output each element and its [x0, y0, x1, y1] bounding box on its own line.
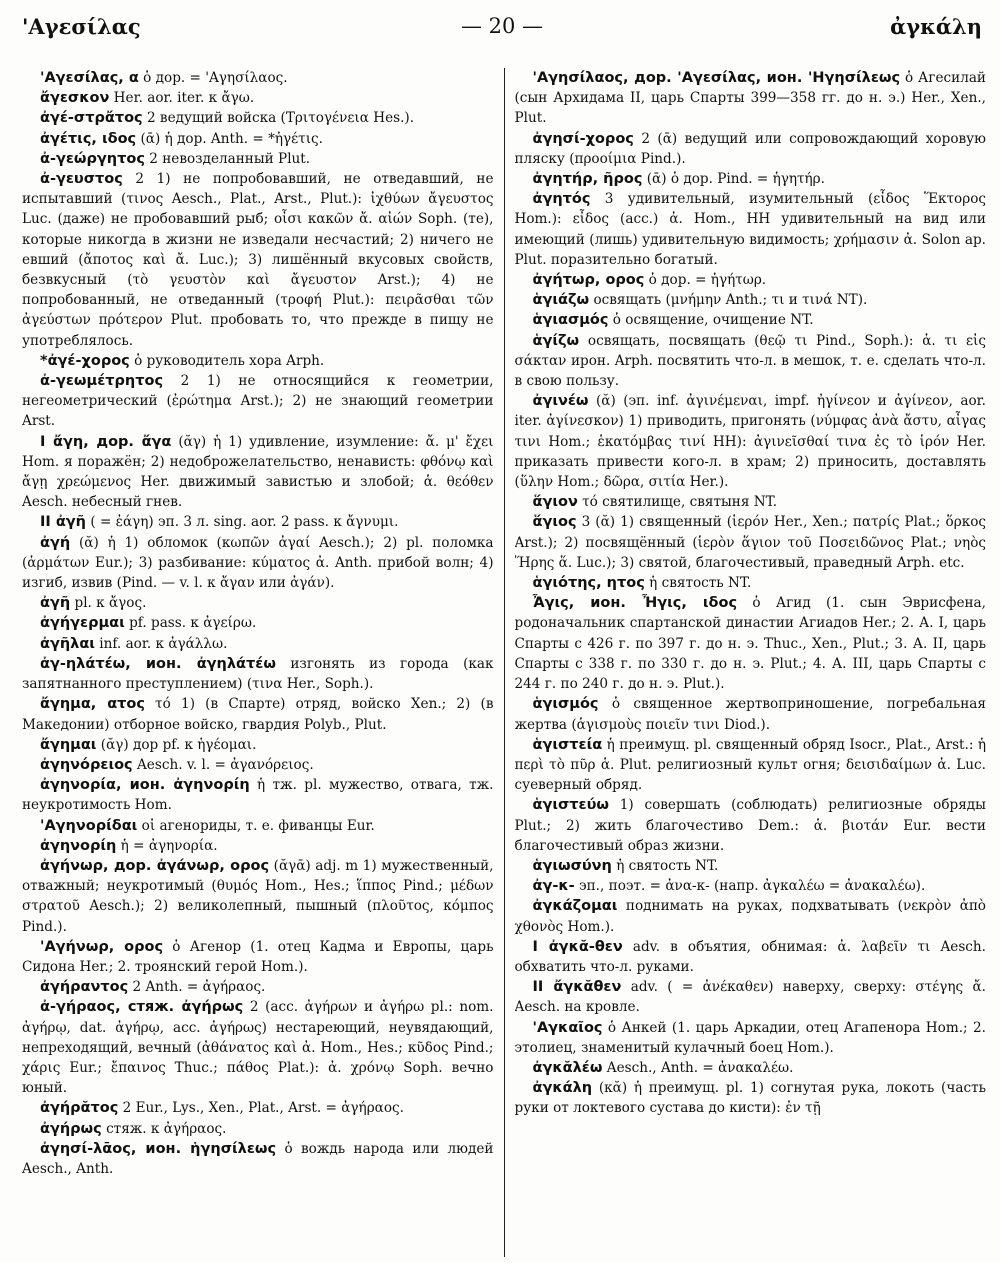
entry-definition: ἡ святость NT.: [644, 575, 752, 592]
entry-headword: ἀ-γήραος, стяж. ἀγήρως: [40, 999, 244, 1016]
entry-headword: ἀγή: [40, 534, 71, 551]
dictionary-entry: [515, 856, 987, 876]
entry-definition: τό святилище, святыня NT.: [577, 494, 778, 511]
entry-headword: I ἀγκᾰ-θεν: [532, 938, 623, 955]
entry-headword: II ἄγκᾰθεν: [532, 979, 622, 996]
entry-headword: ἅγιος: [532, 514, 577, 531]
entry-definition: поднимать на руках, подхватывать (νεκρὸν ἀπὸ χθονὸς Hom.).: [514, 898, 986, 935]
entry-headword: ἀγητός: [532, 191, 591, 208]
dictionary-entry: [22, 775, 494, 815]
dictionary-entry: [515, 129, 987, 169]
entry-definition: ὁ Агид (1. сын Эврисфена, родоначальник спартанской династии Агиадов Her.; 2. А. I, царь Спарты с 426 г. по 397 г. до н. э. Thuc., Xen., Plut.; 3. А. II, царь Спарты с 338 г. по 330 г. до н. э. Plut.; 4. А. III, царь Спарты с 244 г. по 240 г. до н. э. Plut.).: [514, 595, 986, 693]
entry-headword: ἀγέτις, ιδος: [40, 130, 137, 147]
entry-headword: ἀ-γεώργητος: [40, 150, 145, 167]
dictionary-entry: [515, 169, 987, 189]
entry-headword: ἀγινέω: [532, 393, 589, 410]
entry-definition: 3 удивительный, изумительный (εἶδος Ἕκτορος Hom.): εἶδος (acc.) ἀ. Hom., HH удивительный на вид или имеющий (лишь) удивительную видимость; χρήμασιν ἀ. Solon ap. Plut. поразительно богатый.: [514, 191, 986, 268]
entry-headword: ἀγησί-λᾱος, ион. ἡγησίλεως: [40, 1140, 277, 1157]
entry-definition: ὁ вождь народа или людей Aesch., Anth.: [22, 1140, 494, 1177]
entry-headword: ἀγέ-στρἄτος: [40, 110, 143, 127]
dictionary-entry: [515, 735, 987, 796]
entry-headword: 'Αγεσίλας, α: [40, 70, 139, 86]
entry-headword: ἄγημα, ατος: [40, 696, 145, 713]
dictionary-entry: [22, 634, 494, 654]
entry-definition: 2 невозделанный Plut.: [144, 150, 311, 167]
dictionary-entry: [22, 512, 494, 532]
entry-definition: освящать (μνήμην Anth.; τι и τινά NT).: [589, 292, 868, 309]
entry-definition: ἡ = ἀγηνορία.: [116, 837, 218, 854]
header-left-guideword: 'Αγεσίλας: [22, 14, 141, 39]
entry-definition: ὁ освящение, очищение NT.: [608, 312, 814, 329]
entry-definition: Her. aor. iter. к ἄγω.: [109, 90, 255, 107]
entry-definition: 2 Anth. = ἀγήραος.: [128, 979, 266, 996]
dictionary-entry: [22, 977, 494, 997]
entry-definition: 2 Eur., Lys., Xen., Plat., Arst. = ἀγήραος.: [118, 1100, 404, 1117]
entry-headword: ἀγκᾰλέω: [532, 1059, 603, 1076]
dictionary-entry: [515, 310, 987, 330]
dictionary-entry: [22, 149, 494, 169]
dictionary-entry: [22, 1119, 494, 1139]
dictionary-entry: [22, 351, 494, 371]
dictionary-entry: [515, 694, 987, 734]
entry-definition: pl. к ἄγος.: [70, 595, 147, 612]
dictionary-entry: [22, 68, 494, 88]
entry-definition: ὁ дор. = 'Αγησίλαος.: [138, 70, 288, 86]
entry-headword: ἀγηνορίη: [40, 837, 117, 854]
dictionary-entry: [515, 937, 987, 977]
dictionary-entry: [22, 1139, 494, 1179]
dictionary-entry: [515, 593, 987, 694]
entry-definition: 2 1) не попробовавший, не отведавший, не испытавший (τινος Aesch., Plat., Arst., Plut.): ἰχθύων ἄγευστος Luc. (даже) не пробовавший рыб; οἶσι κακῶν ἄ. αἰών Soph. (те), которые никогда в жизни не изведали несчастий; 2) ничего не евший (ἄποτος καὶ ἄ. Luc.); 3) лишённый вкусовых свойств, безвкусный (τὸ γευστὸν καὶ ἄγευστον Arst.); 4) не попробованный, не отведанный (τροφή Plut.): πειρᾶσθαι τῶν ἀγεύστων πρότερον Plut. пробовать то, что прежде в пищу не употреблялось.: [22, 171, 494, 349]
entry-definition: стяж. к ἀγήραος.: [101, 1120, 227, 1137]
page-header: [22, 14, 982, 44]
entry-definition: 2 (acc. ἀγήρων и ἀγήρω pl.: nom. ἀγήρῳ, dat. ἀγήρῳ, acc. ἀγήρως) нестареющий, неувядающий, непреходящий, вечный (ἀθάνατος καὶ ἀ. Hom., Hes.; κῦδος Pind.; χάρις Eur.; ἔπαινος Thuc.; πάθος Plat.): ἀ. χρόνῳ Soph. вечно юный.: [22, 999, 494, 1097]
entry-definition: ἡ тж. pl. мужество, отвага, тж. неукротимость Hom.: [22, 777, 494, 814]
entry-headword: ἀγητήρ, ῆρος: [532, 171, 643, 188]
entry-definition: Aesch. v. l. = ἀγανόρειος.: [132, 756, 314, 773]
dictionary-entry: [515, 1058, 987, 1078]
dictionary-entry: [22, 654, 494, 694]
entry-headword: ἀγκάλη: [532, 1080, 593, 1097]
entry-definition: τό 1) (в Спарте) отряд, войско Xen.; 2) (в Македонии) отборное войско, гвардия Polyb., Plut.: [22, 696, 494, 733]
entry-definition: изгонять из города (как запятнанного преступлением) (τινα Her., Soph.).: [22, 655, 494, 693]
column-divider: [504, 68, 505, 1257]
page-number: — 20 —: [460, 14, 544, 38]
dictionary-entry: [515, 391, 987, 492]
dictionary-entry: [515, 512, 987, 573]
entry-headword: ἀγῆ: [40, 595, 71, 612]
entry-headword: ἀγήρως: [40, 1120, 102, 1137]
entry-headword: ἀγήραντος: [40, 979, 129, 996]
entry-definition: (ᾰγ) ἡ 1) удивление, изумление: ἄ. μ' ἔχει Hom. я поражён; 2) недоброжелательство, ненависть: φθόνῳ καὶ ἄγῃ χρεώμενος Her. движимый завистью и злобой; ἁ. θεόθεν Aesch. небесный гнев.: [22, 433, 494, 511]
dictionary-entry: [515, 492, 987, 512]
entry-headword: I ἄγη, дор. ἄγα: [40, 433, 172, 450]
entry-headword: ἄγεσκον: [40, 90, 110, 107]
entry-headword: ἀγῆλαι: [40, 635, 95, 652]
dictionary-entry: [515, 331, 987, 392]
dictionary-entry: [515, 270, 987, 290]
dictionary-entry: [515, 876, 987, 896]
entry-headword: ἀ-γευστος: [40, 171, 123, 188]
entry-definition: 2 1) не относящийся к геометрии, негеометрический (ἐρώτημα Arst.); 2) не знающий геометрии Arst.: [22, 373, 494, 430]
entry-definition: ὁ Агенор (1. отец Кадма и Европы, царь Сидона Her.; 2. троянский герой Hom.).: [22, 938, 494, 975]
page-columns: [22, 68, 986, 1257]
entry-definition: ὁ руководитель хора Arph.: [129, 352, 325, 369]
entry-headword: ἀγήνωρ, дор. ἀγάνωρ, ορος: [40, 857, 270, 874]
entry-definition: ἡ святость NT.: [611, 857, 719, 874]
dictionary-entry: [515, 896, 987, 936]
dictionary-entry: [22, 694, 494, 734]
dictionary-entry: [22, 937, 494, 977]
entry-definition: adv. в объятия, обнимая: ἀ. λαβεῖν τι Aesch. обхватить что-л. руками.: [514, 938, 986, 975]
entry-headword: ἁγιστεύω: [532, 797, 610, 814]
entry-definition: ὁ Агесилай (сын Архидама II, царь Спарты 399—358 гг. до н. э.) Her., Xen., Plut.: [514, 70, 986, 127]
entry-headword: ἁγιασμός: [532, 312, 609, 329]
entry-definition: эп., поэт. = ἀνα-κ- (напр. ἀγκαλέω = ἀνακαλέω).: [574, 878, 926, 895]
entry-headword: ἀγ-ηλάτέω, ион. ἀγηλάτέω: [40, 655, 276, 672]
entry-headword: ἀγησί-χορος: [532, 130, 634, 147]
entry-headword: ἁγιωσύνη: [532, 857, 612, 874]
dictionary-entry: [22, 371, 494, 432]
entry-definition: ἡ преимущ. pl. священный обряд Isocr., Plat., Arst.: ἡ περὶ τὸ πῦρ ἁ. Plut. религиозный культ огня; δεισιδαίμων ἁ. Luc. суеверный обряд.: [514, 736, 986, 794]
dictionary-entry: [22, 1098, 494, 1118]
entry-definition: 2 ведущий войска (Τριτογένεια Hes.).: [142, 110, 415, 127]
entry-definition: Aesch., Anth. = ἀνακαλέω.: [602, 1059, 794, 1076]
entry-headword: ἁγιότης, ητος: [532, 575, 645, 592]
right-column: [515, 68, 987, 1257]
dictionary-entry: [22, 169, 494, 351]
entry-definition: (ᾰγᾱ) adj. m 1) мужественный, отважный; неукротимый (θυμός Hom., Hes.; ἵππος Pind.; μέδων στρατοῦ Aesch.); 2) великолепный, пышный (πλοῦτος, κόμπος Pind.).: [22, 857, 494, 935]
entry-headword: Ἆγις, ион. Ἦγις, ιδος: [532, 595, 738, 612]
entry-headword: ἁγίζω: [532, 332, 580, 349]
header-right-guideword: ἀγκάλη: [890, 14, 982, 39]
dictionary-entry: [22, 108, 494, 128]
dictionary-entry: [22, 432, 494, 513]
dictionary-entry: [515, 795, 987, 856]
entry-headword: ἁγιάζω: [532, 292, 590, 309]
entry-definition: ὁ дор. = ἡγήτωρ.: [644, 272, 767, 289]
entry-headword: ἁγιστεία: [532, 736, 603, 753]
entry-headword: ἅγιον: [532, 494, 578, 511]
dictionary-entry: [22, 856, 494, 937]
entry-headword: *ἀγέ-χορος: [40, 352, 130, 369]
entry-definition: (ᾰ) (эп. inf. ἀγινέμεναι, impf. ἠγίνεον и ἀγίνεον, aor. iter. ἀγίνεσκον) 1) приводить, пригонять (νύμφας ἀνὰ ἄστυ, αἶγας τινι Hom.; ἑκατόμβας τινί HH): ἀγινεῖσθαί τινα ἐς τὸ ἱρόν Her. приказать привести кого-л. в храм; 2) приносить, доставлять (ὕλην Hom.; δῶρα, σιτία Her.).: [514, 393, 986, 491]
entry-definition: adv. ( = ἀνέκαθεν) наверху, сверху: στέγης ἄ. Aesch. на кровле.: [514, 979, 986, 1016]
entry-headword: ἁγισμός: [532, 696, 599, 713]
entry-definition: ὁ священное жертвоприношение, погребальная жертва (ἁγισμοὺς ποιεῖν τινι Diod.).: [514, 696, 986, 733]
dictionary-entry: [22, 88, 494, 108]
entry-headword: II ἀγῆ: [40, 514, 86, 531]
entry-headword: 'Αγησίλαος, дор. 'Αγεσίλας, ион. 'Ηγησίλεως: [532, 70, 901, 86]
entry-definition: οἱ агенориды, т. е. фиванцы Eur.: [137, 817, 375, 834]
entry-definition: (κᾰ) ἡ преимущ. pl. 1) согнутая рука, локоть (часть руки от локтевого сустава до кисти): ἐν τῇ: [514, 1080, 986, 1117]
entry-definition: (ᾱ) ἡ дор. Anth. = *ἡγέτις.: [136, 130, 323, 147]
dictionary-entry: [515, 68, 987, 129]
dictionary-entry: [515, 1018, 987, 1058]
entry-headword: ἀγήρᾰτος: [40, 1100, 119, 1117]
entry-headword: ἀγηνορία, ион. ἀγηνορίη: [40, 777, 250, 794]
dictionary-entry: [515, 1078, 987, 1118]
dictionary-entry: [22, 816, 494, 836]
entry-headword: ἀγήγερμαι: [40, 615, 125, 632]
entry-headword: ἄγημαι: [40, 736, 97, 753]
dictionary-entry: [515, 290, 987, 310]
entry-headword: 'Αγηνορίδαι: [40, 817, 138, 834]
entry-definition: 3 (ᾰ) 1) священный (ἱερόν Her., Xen.; πατρίς Plat.; ὅρκος Arst.); 2) посвящённый (ἱερὸν ἅγιον τοῦ Ποσειδῶνος Plat.; νηὸς Ἥρης ἅ. Luc.); 3) святой, благочестивый, праведный Arph. etc.: [514, 514, 986, 571]
entry-headword: ἀγ-κ-: [532, 878, 575, 895]
dictionary-entry: [22, 836, 494, 856]
entry-headword: 'Αγκαῖος: [532, 1019, 603, 1036]
entry-definition: (ᾰγ) дор pf. к ἡγέομαι.: [96, 736, 257, 753]
entry-definition: 2 (ᾱ) ведущий или сопровождающий хоровую пляску (προοίμια Pind.).: [514, 130, 986, 167]
entry-definition: pf. pass. к ἀγείρω.: [124, 615, 257, 632]
dictionary-entry: [515, 977, 987, 1017]
entry-definition: освящать, посвящать (θεῷ τι Pind., Soph.): ἁ. τι εἰς σάκταν ирон. Arph. посвятить что-л. в мешок, т. е. сделать что-л. в свою пользу.: [514, 332, 986, 390]
entry-definition: 1) совершать (соблюдать) религиозные обряды Plut.; 2) жить благочестиво Dem.: ἁ. βιοτάν Eur. вести благочестивый образ жизни.: [514, 797, 986, 854]
dictionary-entry: [22, 533, 494, 594]
dictionary-entry: [22, 997, 494, 1098]
dictionary-entry: [22, 593, 494, 613]
entry-headword: ἀγήτωρ, ορος: [532, 272, 645, 289]
dictionary-entry: [515, 189, 987, 270]
entry-definition: inf. aor. к ἀγάλλω.: [94, 635, 228, 652]
entry-definition: ὁ Анкей (1. царь Аркадии, отец Агапенора Hom.; 2. этолиец, знаменитый кулачный боец Hom.).: [514, 1019, 986, 1056]
dictionary-entry: [22, 129, 494, 149]
entry-headword: 'Αγήνωρ, ορος: [40, 938, 164, 955]
entry-definition: (ᾰ) ἡ 1) обломок (κωπῶν ἀγαί Aesch.); 2) pl. поломка (ἁρμάτων Eur.); 3) разбивание: κύματος ἀ. Anth. прибой волн; 4) изгиб, извив (Pind. — v. l. к ἄγαν или ἀγάν).: [22, 534, 494, 592]
entry-headword: ἀ-γεωμέτρητος: [40, 373, 164, 390]
entry-headword: ἀγηνόρειος: [40, 756, 133, 773]
entry-headword: ἀγκάζομαι: [532, 898, 618, 915]
entry-definition: ( = ἐάγη) эп. 3 л. sing. aor. 2 pass. к ἄγνυμι.: [86, 514, 399, 531]
entry-definition: (ᾱ) ὁ дор. Pind. = ἡγητήρ.: [642, 171, 825, 188]
dictionary-entry: [22, 613, 494, 633]
left-column: [22, 68, 494, 1257]
dictionary-entry: [515, 573, 987, 593]
dictionary-entry: [22, 735, 494, 755]
dictionary-entry: [22, 755, 494, 775]
